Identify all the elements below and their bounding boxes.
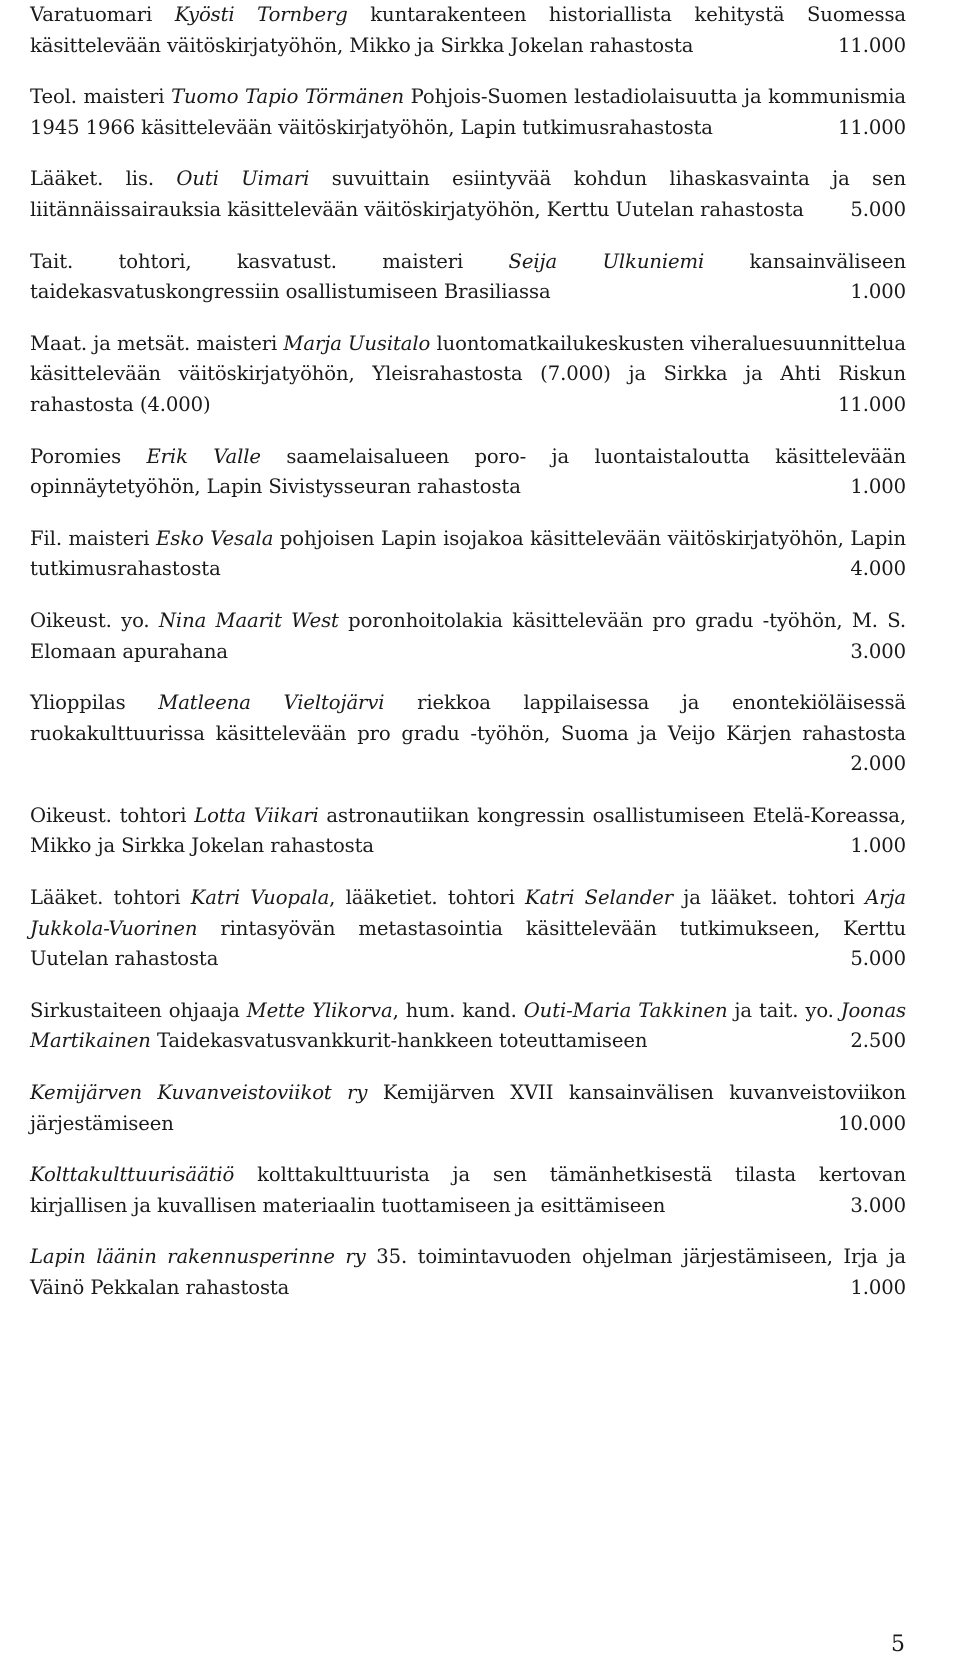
grant-entry [30, 606, 906, 667]
recipient-name: Kolttakulttuurisäätiö [30, 1163, 235, 1187]
grant-entry [30, 1242, 906, 1303]
description-text: Tait. tohtori, kasvatust. maisteri [30, 249, 509, 273]
description-text: riekkoa lappilaisessa ja enontekiöläisessä ruokakulttuurissa käsittelevään pro gradu -työhön, Suoma ja Veijo Kärjen rahastosta [30, 691, 906, 745]
grant-amount: 5.000 [850, 197, 906, 221]
grant-amount: 1.000 [850, 834, 906, 858]
description-text: suvuittain esiintyvää kohdun lihaskasvainta ja sen liitännäissairauksia käsittelevään väitöskirjatyöhön, Kerttu Uutelan rahastosta [30, 167, 906, 221]
recipient-name: Mette Ylikorva [246, 998, 393, 1022]
description-text: saamelaisalueen poro- ja luontaistaloutta käsittelevään opinnäytetyöhön, Lapin Sivistysseuran rahastosta [30, 444, 906, 499]
description-text: Oikeust. tohtori [30, 803, 195, 827]
description-text: Poromies [30, 444, 147, 468]
description-text: Lääket. tohtori [30, 886, 191, 910]
description-text: Kemijärven XVII kansainvälisen kuvanveistoviikon järjestämiseen [30, 1081, 906, 1135]
grant-description [30, 999, 906, 1053]
recipient-name: Kyösti Tornberg [174, 3, 348, 26]
grant-entry [30, 82, 906, 143]
grant-description [30, 332, 906, 416]
grant-description [30, 167, 906, 221]
recipient-name: Seija Ulkuniemi [508, 249, 705, 273]
grant-description [30, 527, 906, 581]
grant-description [30, 445, 906, 499]
description-text: Lääket. lis. [30, 167, 177, 191]
grant-description [30, 85, 906, 139]
recipient-name: Katri Vuopala [190, 886, 330, 910]
description-text: pohjoisen Lapin isojakoa käsittelevään väitöskirjatyöhön, Lapin tutkimusrahastosta [30, 526, 906, 581]
grant-amount: 10.000 [838, 1111, 906, 1135]
grant-entry [30, 0, 906, 61]
grant-entry [30, 524, 906, 585]
grant-entry [30, 801, 906, 862]
description-text: ja tait. yo. [727, 998, 841, 1022]
grant-entry [30, 1160, 906, 1221]
description-text: astronautiikan kongressin osallistumiseen Etelä-Koreassa, Mikko ja Sirkka Jokelan rahastosta [30, 803, 906, 858]
description-text: Sirkustaiteen ohjaaja [30, 998, 247, 1022]
grant-description [30, 1081, 906, 1135]
grant-description [30, 804, 906, 858]
grant-entry [30, 996, 906, 1057]
description-text: Taidekasvatusvankkurit-hankkeen toteuttamiseen [150, 1029, 648, 1053]
grant-amount: 11.000 [838, 33, 906, 57]
description-text: Ylioppilas [30, 691, 159, 715]
description-text: luontomatkailukeskusten viheraluesuunnittelua käsittelevään väitöskirjatyöhön, Yleisrahastosta (7.000) ja Sirkka ja Ahti Riskun rahastosta (4.000) [30, 331, 907, 416]
grant-amount: 1.000 [850, 475, 906, 499]
recipient-name: Katri Selander [525, 886, 673, 910]
description-text: , lääketiet. tohtori [329, 886, 526, 910]
grant-entry [30, 883, 906, 975]
grant-description [30, 3, 906, 57]
grant-amount: 3.000 [850, 639, 906, 663]
grant-description [30, 1245, 906, 1299]
grant-amount: 3.000 [850, 1193, 906, 1217]
page-number: 5 [891, 1632, 905, 1657]
description-text: Teol. maisteri [30, 85, 172, 109]
grant-entry [30, 1078, 906, 1139]
grant-amount: 2.500 [850, 1029, 906, 1053]
grant-amount: 11.000 [838, 115, 906, 139]
description-text: ja lääket. tohtori [672, 886, 866, 910]
description-text: Pohjois-Suomen lestadiolaisuutta ja kommunismia 1945 1966 käsittelevään väitöskirjatyöhön, Lapin tutkimusrahastosta [30, 85, 907, 139]
recipient-name: Marja Uusitalo [283, 331, 431, 355]
grant-amount: 5.000 [850, 947, 906, 971]
grant-amount: 1.000 [850, 280, 906, 304]
description-text: Fil. maisteri [30, 526, 157, 550]
recipient-name: Kemijärven Kuvanveistoviikot ry [30, 1081, 368, 1105]
recipient-name: Outi Uimari [176, 167, 310, 191]
grant-amount: 4.000 [850, 557, 906, 581]
recipient-name: Outi-Maria Takkinen [523, 998, 728, 1022]
description-text: Varatuomari [30, 3, 175, 26]
grant-amount: 11.000 [838, 392, 906, 416]
grant-amount: 2.000 [850, 752, 906, 776]
recipient-name: Esko Vesala [156, 526, 274, 550]
recipient-name: Joonas Martikainen [30, 998, 906, 1053]
description-text: , hum. kand. [392, 998, 524, 1022]
grant-description [30, 1163, 906, 1217]
grant-description [30, 250, 906, 304]
grant-entry [30, 164, 906, 225]
description-text: Maat. ja metsät. maisteri [30, 331, 284, 355]
grant-amount: 1.000 [850, 1276, 906, 1299]
description-text: poronhoitolakia käsittelevään pro gradu -työhön, M. S. Elomaan apurahana [30, 608, 906, 663]
grant-description [30, 609, 906, 663]
description-text: Oikeust. yo. [30, 608, 159, 632]
grant-list [30, 0, 906, 1325]
description-text: kuntarakenteen historiallista kehitystä Suomessa käsittelevään väitöskirjatyöhön, Mikko ja Sirkka Jokelan rahastosta [30, 3, 906, 57]
recipient-name: Lapin läänin rakennusperinne ry [30, 1245, 366, 1269]
recipient-name: Erik Valle [146, 444, 261, 468]
recipient-name: Lotta Viikari [194, 803, 319, 827]
recipient-name: Tuomo Tapio Törmänen [171, 85, 404, 109]
description-text: rintasyövän metastasointia käsittelevään tutkimukseen, Kerttu Uutelan rahastosta [30, 916, 906, 971]
description-text: kolttakulttuurista ja sen tämänhetkisestä tilasta kertovan kirjallisen ja kuvallisen materiaalin tuottamiseen ja esittämiseen [30, 1163, 906, 1217]
description-text: 35. toimintavuoden ohjelman järjestämiseen, Irja ja Väinö Pekkalan rahastosta [30, 1245, 907, 1299]
recipient-name: Nina Maarit West [158, 608, 339, 632]
grant-entry [30, 688, 906, 780]
grant-entry [30, 442, 906, 503]
grant-description [30, 886, 906, 970]
recipient-name: Matleena Vieltojärvi [158, 691, 385, 715]
recipient-name: Arja Jukkola-Vuorinen [30, 886, 907, 940]
grant-entry [30, 247, 906, 308]
description-text: kansainväliseen taidekasvatuskongressiin osallistumiseen Brasiliassa [30, 249, 906, 304]
grant-entry [30, 329, 906, 421]
grant-description [30, 691, 906, 775]
